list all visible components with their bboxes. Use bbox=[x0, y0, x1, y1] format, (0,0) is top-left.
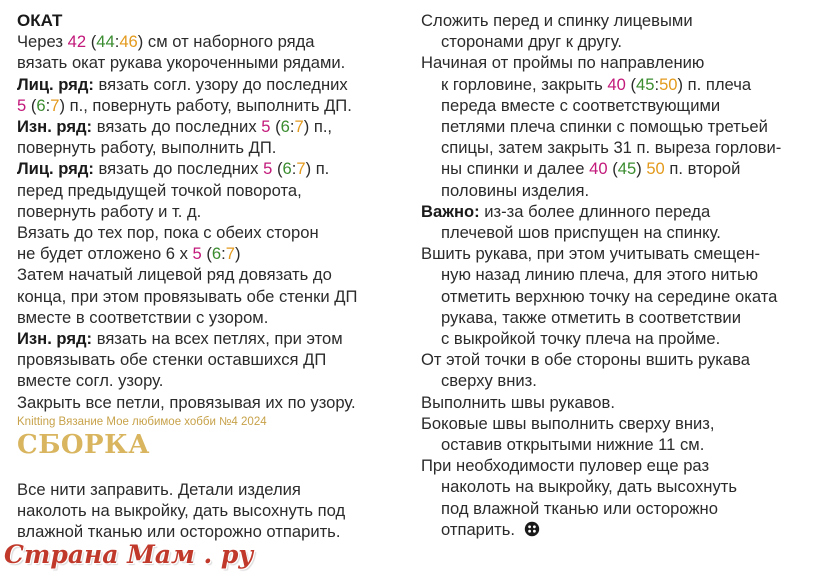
text: ) п., повернуть работу, выполнить ДП. bbox=[59, 95, 352, 115]
paragraph-shoulder-cont: половины изделия. bbox=[441, 180, 590, 200]
size-value-s: 5 bbox=[263, 159, 273, 179]
text: вязать до последних bbox=[93, 159, 264, 179]
text: ) bbox=[636, 159, 647, 179]
paragraph-side-seams-cont: оставив открытыми нижние 11 см. bbox=[441, 435, 705, 455]
text: ( bbox=[625, 74, 636, 94]
text: ( bbox=[86, 32, 97, 52]
paragraph-side-seams: Боковые швы выполнить сверху вниз, bbox=[421, 413, 715, 433]
row-instruction-cont: повернуть работу и т. д. bbox=[17, 201, 202, 221]
size-value-m: 44 bbox=[96, 32, 115, 52]
paragraph-shoulder-cont: петлями плеча спинки с помощью третьей bbox=[441, 117, 768, 137]
paragraph-assembly-cont: наколоть на выкройку, дать высохнуть под bbox=[17, 501, 346, 521]
paragraph-important-cont: плечевой шов приспущен на спинку. bbox=[441, 223, 721, 243]
paragraph-finishing-cont: наколоть на выкройку, дать высохнуть bbox=[441, 477, 737, 497]
size-value-s: 5 bbox=[192, 244, 202, 264]
paragraph-shoulder-cont bbox=[421, 74, 813, 95]
size-value-l: 50 bbox=[659, 74, 678, 94]
text: п. второй bbox=[664, 159, 741, 179]
text: отпарить. bbox=[441, 519, 516, 539]
text: : bbox=[221, 244, 226, 264]
paragraph-finish-row-cont: вместе в соответствии с узором. bbox=[17, 307, 269, 327]
size-value-s: 40 bbox=[589, 159, 608, 179]
text: : bbox=[654, 74, 660, 94]
row-instruction-cont bbox=[17, 95, 412, 116]
text: : bbox=[291, 159, 297, 179]
paragraph-finishing-cont bbox=[421, 519, 813, 542]
paragraph-okat-intro-cont: вязать окат рукава укороченными рядами. bbox=[17, 53, 346, 73]
size-value-m: 6 bbox=[280, 117, 290, 137]
row-label: Лиц. ряд: bbox=[17, 74, 94, 94]
size-value-l: 7 bbox=[50, 95, 60, 115]
text: ) п. bbox=[305, 159, 330, 179]
row-instruction-cont: перед предыдущей точкой поворота, bbox=[17, 180, 302, 200]
paragraph-finish-row-cont: конца, при этом провязывать обе стенки ДП bbox=[17, 286, 358, 306]
text: вязать до последних bbox=[92, 117, 262, 137]
size-value-m: 6 bbox=[282, 159, 292, 179]
right-column bbox=[421, 10, 813, 542]
row-instruction-right-side bbox=[17, 74, 412, 95]
text: не будет отложено 6 х bbox=[17, 244, 193, 264]
paragraph-join: Сложить перед и спинку лицевыми bbox=[421, 11, 693, 30]
row-label: Лиц. ряд: bbox=[17, 159, 94, 179]
paragraph-shoulder-cont: спицы, затем закрыть 31 п. выреза горлови- bbox=[441, 138, 782, 158]
paragraph-assembly: Все нити заправить. Детали изделия bbox=[17, 479, 301, 499]
site-logo: Страна Мам . ру bbox=[4, 540, 254, 569]
row-instruction-wrong-side bbox=[17, 328, 412, 349]
text: Через bbox=[17, 32, 68, 52]
paragraph-repeat: Вязать до тех пор, пока с обеих сторон bbox=[17, 223, 319, 243]
paragraph-sleeves-cont: отметить верхнюю точку на середине оката bbox=[441, 286, 778, 306]
paragraph-repeat-cont bbox=[17, 243, 412, 264]
row-label: Изн. ряд: bbox=[17, 117, 93, 137]
paragraph-assembly-cont: влажной тканью или осторожно отпарить. bbox=[17, 522, 341, 542]
paragraph-finishing: При необходимости пуловер еще раз bbox=[421, 456, 710, 476]
paragraph-shoulder: Начиная от проймы по направлению bbox=[421, 53, 705, 73]
paragraph-sleeves-cont: ную назад линию плеча, для этого нитью bbox=[441, 265, 759, 285]
size-value-m: 45 bbox=[635, 74, 655, 94]
size-value-s: 40 bbox=[607, 74, 626, 94]
text: ( bbox=[270, 117, 281, 137]
paragraph-shoulder-cont: переда вместе с соответствующими bbox=[441, 95, 721, 115]
paragraph-sleeves-cont: с выкройкой точку плеча на пройме. bbox=[441, 329, 721, 349]
paragraph-sleeves: Вшить рукава, при этом учитывать смещен- bbox=[421, 244, 761, 264]
size-value-s: 5 bbox=[261, 117, 271, 137]
paragraph-finishing-cont: под влажной тканью или осторожно bbox=[441, 498, 718, 518]
text: к горловине, закрыть bbox=[441, 74, 608, 94]
size-value-l: 46 bbox=[119, 32, 138, 52]
row-instruction-right-side bbox=[17, 158, 412, 179]
paragraph-sew-down-cont: сверху вниз. bbox=[441, 371, 537, 391]
text: ( bbox=[26, 95, 37, 115]
text: ) bbox=[235, 244, 241, 264]
text: ) п., bbox=[303, 117, 333, 137]
size-value-l: 50 bbox=[646, 159, 665, 179]
knitting-button-icon bbox=[524, 521, 540, 542]
text: вязать согл. узору до последних bbox=[93, 74, 348, 94]
text: из-за более длинного переда bbox=[479, 201, 711, 221]
text: : bbox=[114, 32, 120, 52]
size-value-s: 42 bbox=[67, 32, 87, 52]
paragraph-sleeves-cont: рукава, также отметить в соответствии bbox=[441, 307, 741, 327]
paragraph-bind-off: Закрыть все петли, провязывая их по узору. bbox=[17, 392, 356, 412]
text: вязать на всех петлях, при этом bbox=[92, 329, 343, 349]
text: : bbox=[289, 117, 295, 137]
size-value-m: 6 bbox=[211, 244, 222, 264]
section-title-sborka: СБОРКА bbox=[17, 429, 150, 460]
paragraph-finish-row: Затем начатый лицевой ряд довязать до bbox=[17, 265, 332, 285]
paragraph-sew-down: От этой точки в обе стороны вшить рукава bbox=[421, 350, 751, 370]
size-value-l: 7 bbox=[294, 117, 304, 137]
text: ны спинки и далее bbox=[441, 159, 590, 179]
size-value-m: 6 bbox=[36, 95, 46, 115]
text: ( bbox=[272, 159, 283, 179]
row-instruction-cont: повернуть работу, выполнить ДП. bbox=[17, 138, 277, 158]
size-value-m: 45 bbox=[617, 159, 637, 179]
paragraph-okat-intro bbox=[17, 31, 412, 52]
text: ) п. плеча bbox=[677, 74, 752, 94]
row-instruction-cont: провязывать обе стенки оставшихся ДП bbox=[17, 350, 327, 370]
paragraph-join-cont: сторонами друг к другу. bbox=[441, 32, 622, 52]
left-column bbox=[17, 10, 412, 542]
text: ) см от наборного ряда bbox=[137, 32, 315, 52]
row-instruction-wrong-side bbox=[17, 116, 412, 137]
row-label: Изн. ряд: bbox=[17, 329, 93, 349]
important-label: Важно: bbox=[421, 201, 480, 221]
text: : bbox=[45, 95, 51, 115]
row-instruction-cont: вместе согл. узору. bbox=[17, 371, 164, 391]
size-value-s: 5 bbox=[17, 95, 27, 115]
size-value-l: 7 bbox=[296, 159, 306, 179]
paragraph-sleeve-seams: Выполнить швы рукавов. bbox=[421, 392, 615, 412]
section-title-okat: ОКАТ bbox=[17, 11, 63, 30]
text: ( bbox=[201, 244, 212, 264]
paragraph-shoulder-cont bbox=[421, 158, 813, 179]
paragraph-important bbox=[421, 201, 813, 222]
magazine-watermark: Knitting Вязание Мое любимое хобби №4 2024 bbox=[17, 415, 267, 428]
text: ( bbox=[607, 159, 618, 179]
size-value-l: 7 bbox=[225, 244, 236, 264]
